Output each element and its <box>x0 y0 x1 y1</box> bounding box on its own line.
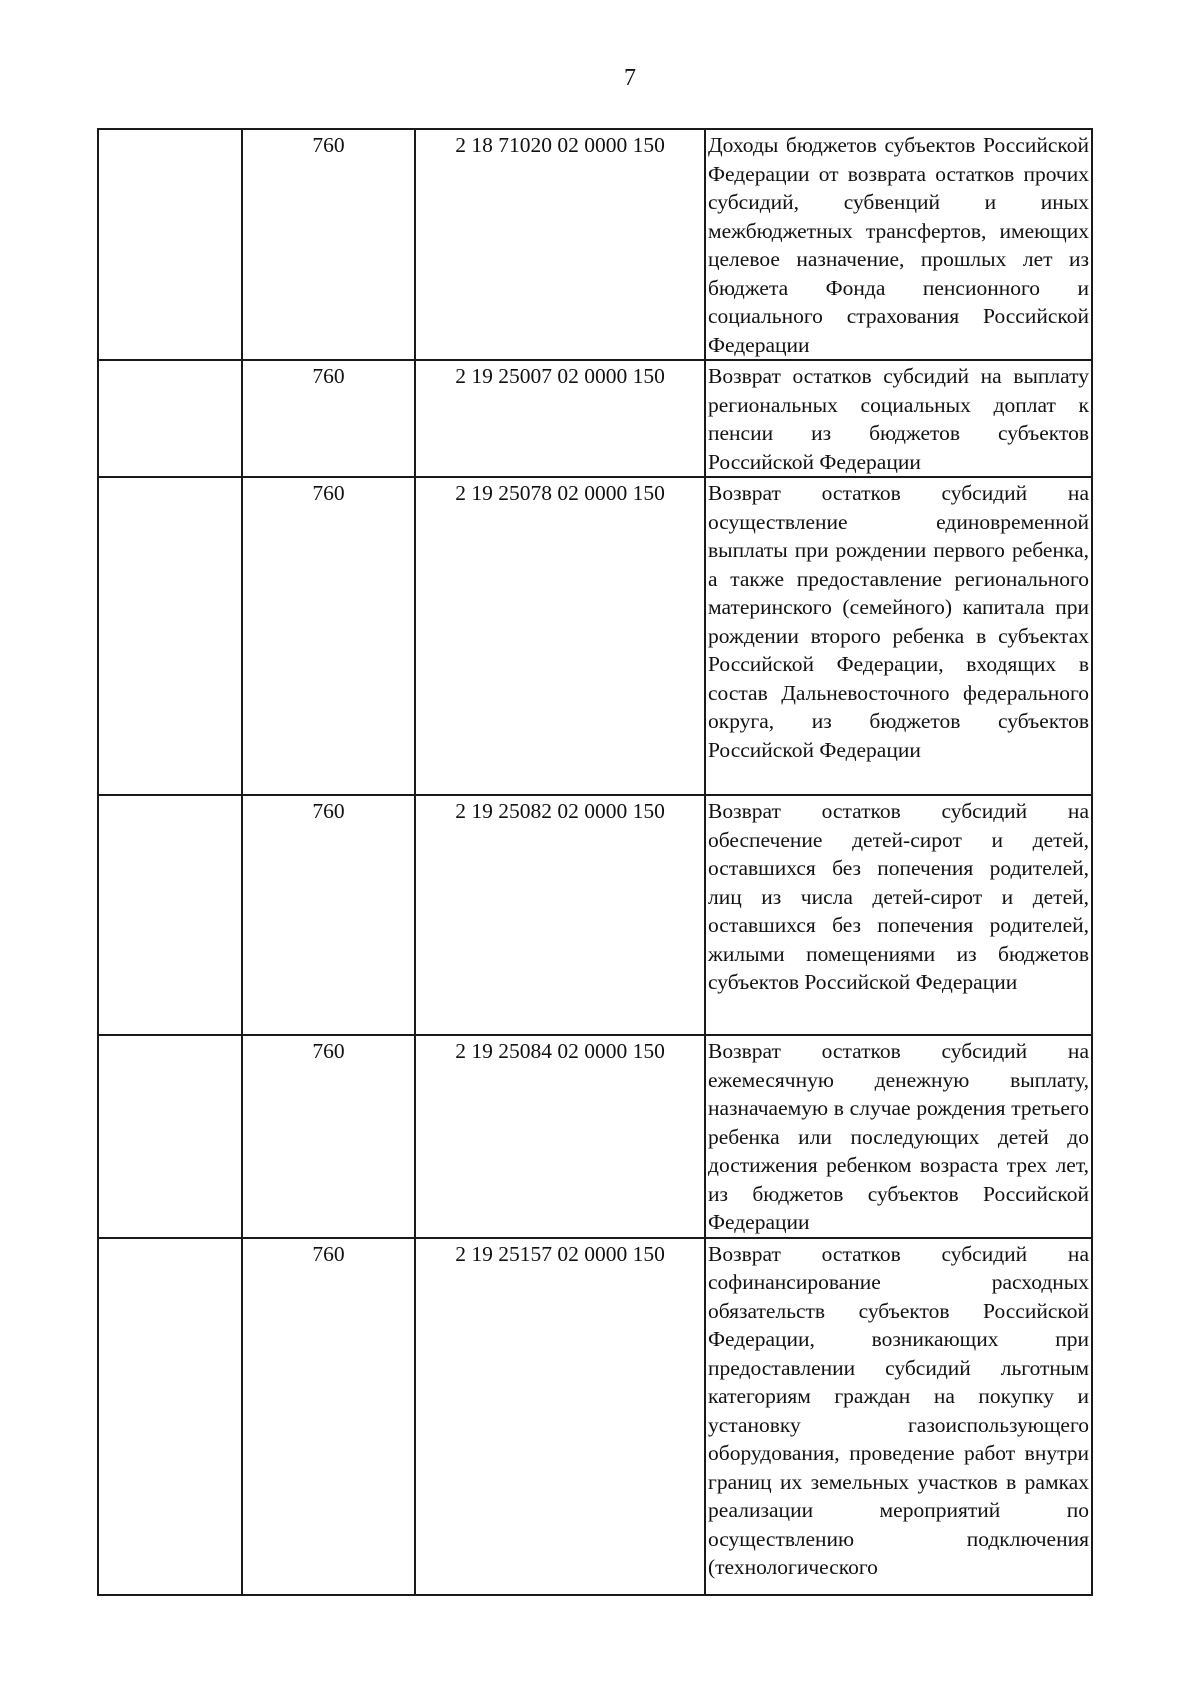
blank-cell <box>98 360 242 477</box>
revenue-description: Возврат остатков субсидий на выплату региональных социальных доплат к пенсии из бюджетов субъектов Российской Федерации <box>708 364 1089 474</box>
admin-code-cell: 760 <box>242 360 415 477</box>
admin-code-cell: 760 <box>242 795 415 1035</box>
table-row <box>98 360 1092 477</box>
budget-classification-code-cell: 2 19 25157 02 0000 150 <box>415 1238 705 1595</box>
revenue-description: Возврат остатков субсидий на ежемесячную денежную выплату, назначаемую в случае рождения третьего ребенка или последующих детей до достижения ребенком возраста трех лет, из бюджетов субъектов Российской Федерации <box>708 1039 1089 1234</box>
budget-revenue-table <box>97 128 1093 1596</box>
budget-classification-code-cell: 2 19 25007 02 0000 150 <box>415 360 705 477</box>
revenue-description-cell <box>705 360 1092 477</box>
admin-code-cell: 760 <box>242 129 415 360</box>
admin-code-cell: 760 <box>242 477 415 795</box>
revenue-description: Доходы бюджетов субъектов Российской Федерации от возврата остатков прочих субсидий, субвенций и иных межбюджетных трансфертов, имеющих целевое назначение, прошлых лет из бюджета Фонда пенсионного и социального страхования Российской Федерации <box>708 133 1089 357</box>
revenue-description-cell <box>705 795 1092 1035</box>
table-row <box>98 477 1092 795</box>
table-row <box>98 1035 1092 1238</box>
table-row <box>98 129 1092 360</box>
revenue-description-cell <box>705 477 1092 795</box>
revenue-description-cell <box>705 1035 1092 1238</box>
revenue-description: Возврат остатков субсидий на осуществление единовременной выплаты при рождении первого ребенка, а также предоставление регионального материнского (семейного) капитала при рождении второго ребенка в субъектах Российской Федерации, входящих в состав Дальневосточного федерального округа, из бюджетов субъектов Российской Федерации <box>708 481 1089 762</box>
admin-code-cell: 760 <box>242 1035 415 1238</box>
blank-cell <box>98 129 242 360</box>
revenue-description-cell <box>705 129 1092 360</box>
table-row <box>98 1238 1092 1595</box>
budget-classification-code-cell: 2 19 25078 02 0000 150 <box>415 477 705 795</box>
blank-cell <box>98 477 242 795</box>
page-number: 7 <box>624 65 636 91</box>
blank-cell <box>98 1035 242 1238</box>
revenue-description: Возврат остатков субсидий на обеспечение детей-сирот и детей, оставшихся без попечения родителей, лиц из числа детей-сирот и детей, оставшихся без попечения родителей, жилыми помещениями из бюджетов субъектов Российской Федерации <box>708 799 1089 994</box>
admin-code-cell: 760 <box>242 1238 415 1595</box>
blank-cell <box>98 1238 242 1595</box>
budget-classification-code-cell: 2 18 71020 02 0000 150 <box>415 129 705 360</box>
revenue-description: Возврат остатков субсидий на софинансирование расходных обязательств субъектов Российской Федерации, возникающих при предоставлении субсидий льготным категориям граждан на покупку и установку газоиспользующего оборудования, проведение работ внутри границ их земельных участков в рамках реализации мероприятий по осуществлению подключения (технологического <box>708 1241 1089 1579</box>
revenue-description-cell <box>705 1238 1092 1595</box>
blank-cell <box>98 795 242 1035</box>
table-row <box>98 795 1092 1035</box>
budget-classification-code-cell: 2 19 25084 02 0000 150 <box>415 1035 705 1238</box>
budget-classification-code-cell: 2 19 25082 02 0000 150 <box>415 795 705 1035</box>
